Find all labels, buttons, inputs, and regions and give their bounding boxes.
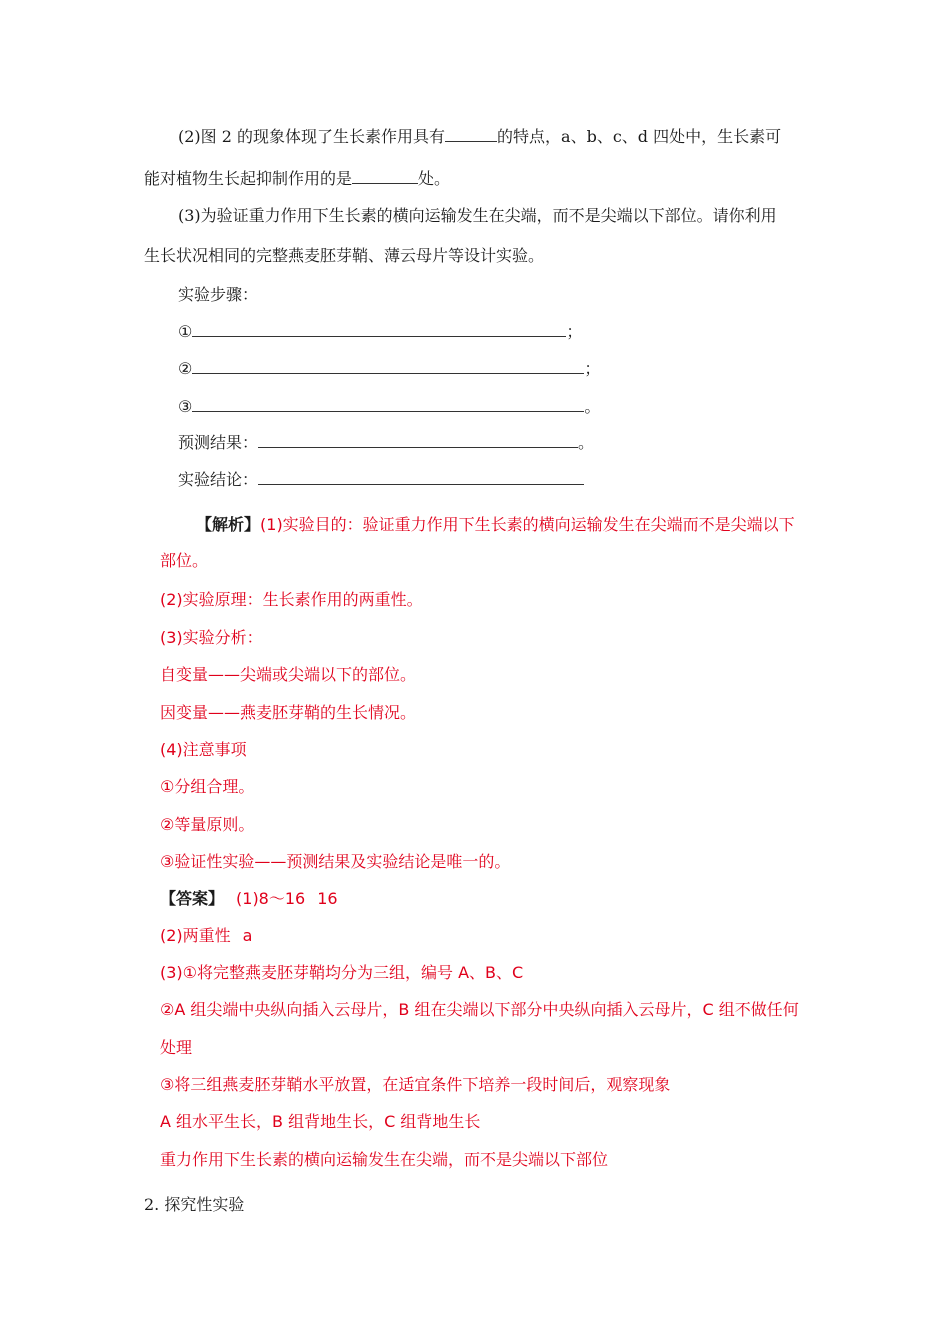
section-2-heading: 2. 探究性实验	[144, 1195, 245, 1214]
answer-line-1	[160, 888, 338, 910]
answer-text-1a: (1)8～16	[236, 889, 306, 908]
step-2-marker: ②	[178, 359, 193, 378]
answer-text-2a: (2)两重性	[160, 926, 231, 945]
step-3-row	[178, 396, 600, 418]
analysis-line-2: 部位。	[160, 551, 209, 570]
step-3-marker: ③	[178, 397, 193, 416]
analysis-line-5: 自变量——尖端或尖端以下的部位。	[160, 665, 417, 684]
question-3-line-2: 生长状况相同的完整燕麦胚芽鞘、薄云母片等设计实验。	[144, 246, 545, 265]
analysis-line-1	[196, 514, 795, 536]
predict-blank[interactable]	[258, 433, 578, 448]
answer-line-2	[160, 925, 252, 947]
question-2-text-c: 能对植物生长起抑制作用的是	[144, 169, 353, 188]
steps-label: 实验步骤：	[178, 285, 259, 304]
answer-label: 【答案】	[160, 889, 225, 908]
answer-line-4: ②A 组尖端中央纵向插入云母片，B 组在尖端以下部分中央纵向插入云母片，C 组不做任何	[160, 1000, 799, 1019]
conclusion-row	[178, 469, 584, 491]
analysis-line-3: (2)实验原理：生长素作用的两重性。	[160, 590, 423, 609]
analysis-label: 【解析】	[196, 515, 261, 534]
answer-line-8: 重力作用下生长素的横向运输发生在尖端，而不是尖端以下部位	[160, 1150, 609, 1169]
predict-row	[178, 432, 594, 454]
step-3-end: 。	[584, 397, 601, 416]
step-2-end: ；	[584, 359, 601, 378]
question-2-text-d: 处。	[418, 169, 451, 188]
answer-line-5: 处理	[160, 1038, 193, 1057]
analysis-line-4: (3)实验分析：	[160, 628, 263, 647]
question-2-text-b: 的特点，a、b、c、d 四处中，生长素可	[497, 127, 782, 146]
answer-line-3: (3)①将完整燕麦胚芽鞘均分为三组，编号 A、B、C	[160, 963, 524, 982]
step-2-row	[178, 358, 600, 380]
answer-line-7: A 组水平生长，B 组背地生长，C 组背地生长	[160, 1112, 481, 1131]
analysis-line-8: ①分组合理。	[160, 777, 255, 796]
answer-blank-2[interactable]	[352, 169, 418, 184]
answer-text-1b: 16	[317, 889, 338, 908]
question-2-line-2	[144, 168, 450, 190]
conclusion-label: 实验结论：	[178, 470, 259, 489]
analysis-text-1: (1)实验目的：验证重力作用下生长素的横向运输发生在尖端而不是尖端以下	[260, 515, 795, 534]
answer-line-6: ③将三组燕麦胚芽鞘水平放置，在适宜条件下培养一段时间后，观察现象	[160, 1075, 671, 1094]
question-3-line-1: (3)为验证重力作用下生长素的横向运输发生在尖端，而不是尖端以下部位。请你利用	[178, 206, 777, 225]
predict-label: 预测结果：	[178, 433, 259, 452]
conclusion-blank[interactable]	[258, 470, 584, 485]
step-2-blank[interactable]	[192, 359, 584, 374]
analysis-line-9: ②等量原则。	[160, 815, 255, 834]
step-3-blank[interactable]	[192, 397, 584, 412]
question-2-text-a: (2)图 2 的现象体现了生长素作用具有	[178, 127, 446, 146]
analysis-line-10: ③验证性实验——预测结果及实验结论是唯一的。	[160, 852, 511, 871]
analysis-line-7: (4)注意事项	[160, 740, 247, 759]
analysis-line-6: 因变量——燕麦胚芽鞘的生长情况。	[160, 703, 417, 722]
predict-end: 。	[578, 433, 595, 452]
answer-blank-1[interactable]	[445, 127, 497, 142]
step-1-blank[interactable]	[192, 322, 566, 337]
step-1-marker: ①	[178, 322, 193, 341]
step-1-end: ；	[566, 322, 583, 341]
question-2-line-1	[178, 126, 781, 148]
step-1-row	[178, 321, 582, 343]
answer-text-2b: a	[242, 926, 253, 945]
